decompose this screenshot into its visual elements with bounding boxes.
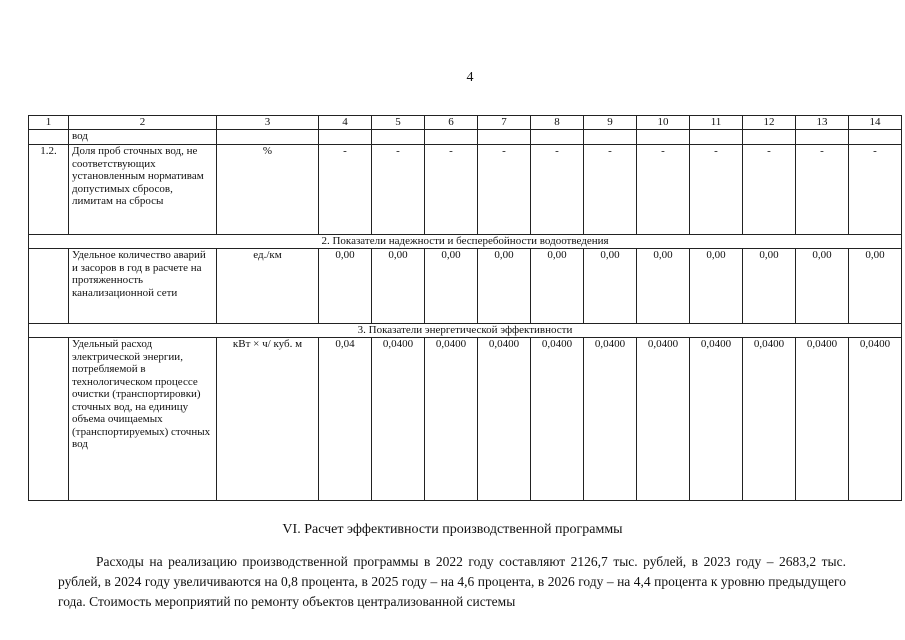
value-cell: - — [478, 145, 531, 235]
value-cell: 0,00 — [478, 249, 531, 324]
value-cell: 0,0400 — [425, 338, 478, 501]
column-header: 5 — [372, 116, 425, 130]
value-cell: 0,0400 — [478, 338, 531, 501]
column-header: 6 — [425, 116, 478, 130]
indicator-name: Удельный расход электрической энергии, потребляемой в технологическом процессе очистки (транспортировки) сточных вод, на единицу объема очищаемых (транспортируемых) сточных вод — [69, 338, 217, 501]
table-cell — [531, 130, 584, 145]
value-cell: - — [796, 145, 849, 235]
value-cell: 0,0400 — [584, 338, 637, 501]
value-cell: - — [637, 145, 690, 235]
value-cell: - — [690, 145, 743, 235]
table-row — [29, 145, 902, 235]
table-cell — [29, 130, 69, 145]
value-cell: - — [319, 145, 372, 235]
value-cell: 0,0400 — [531, 338, 584, 501]
table-cell — [478, 130, 531, 145]
table-cell — [637, 130, 690, 145]
table-cell — [796, 130, 849, 145]
column-header: 12 — [743, 116, 796, 130]
value-cell: - — [531, 145, 584, 235]
value-cell: 0,0400 — [743, 338, 796, 501]
table-header-row — [29, 116, 902, 130]
value-cell: 0,0400 — [796, 338, 849, 501]
value-cell: 0,00 — [743, 249, 796, 324]
column-header: 9 — [584, 116, 637, 130]
section-row-energy — [29, 324, 902, 338]
value-cell: - — [425, 145, 478, 235]
unit-cell: кВт × ч/ куб. м — [217, 338, 319, 501]
page-number: 4 — [466, 70, 474, 85]
column-header: 10 — [637, 116, 690, 130]
indicator-name: Доля проб сточных вод, не соответствующих установленным нормативам допустимых сбросов, лимитам на сбросы — [69, 145, 217, 235]
section-heading: 2. Показатели надежности и бесперебойности водоотведения — [29, 235, 902, 249]
indicator-name: Удельное количество аварий и засоров в год в расчете на протяженность канализационной сети — [69, 249, 217, 324]
value-cell: 0,00 — [796, 249, 849, 324]
row-number — [29, 338, 69, 501]
column-header: 1 — [29, 116, 69, 130]
table-cell — [217, 130, 319, 145]
column-header: 3 — [217, 116, 319, 130]
section-title: VI. Расчет эффективности производственной программы — [282, 522, 623, 537]
value-cell: 0,00 — [425, 249, 478, 324]
value-cell: 0,00 — [637, 249, 690, 324]
column-header: 13 — [796, 116, 849, 130]
column-header: 4 — [319, 116, 372, 130]
value-cell: 0,0400 — [372, 338, 425, 501]
row-number — [29, 249, 69, 324]
table-row — [29, 338, 902, 501]
value-cell: 0,00 — [372, 249, 425, 324]
column-header: 2 — [69, 116, 217, 130]
column-header: 14 — [849, 116, 902, 130]
value-cell: 0,00 — [531, 249, 584, 324]
table-row-continued — [29, 130, 902, 145]
body-paragraph: Расходы на реализацию производственной программы в 2022 году составляют 2126,7 тыс. рублей, в 2023 году – 2683,2 тыс. рублей, в 2024 году увеличиваются на 0,8 процента, в 2025 году – на 4,6 процента, в 2026 году – на 4,4 процента к уровню предыдущего года. Стоимость мероприятий по ремонту объектов централизованной системы — [58, 554, 846, 609]
column-header: 7 — [478, 116, 531, 130]
value-cell: 0,00 — [690, 249, 743, 324]
row-number: 1.2. — [29, 145, 69, 235]
section-row-reliability — [29, 235, 902, 249]
table-cell — [425, 130, 478, 145]
value-cell: 0,00 — [849, 249, 902, 324]
value-cell: - — [849, 145, 902, 235]
indicators-table — [28, 115, 902, 501]
value-cell: 0,04 — [319, 338, 372, 501]
table-cell — [849, 130, 902, 145]
column-header: 8 — [531, 116, 584, 130]
unit-cell: ед./км — [217, 249, 319, 324]
table-row — [29, 249, 902, 324]
section-heading: 3. Показатели энергетической эффективности — [29, 324, 902, 338]
table-cell — [319, 130, 372, 145]
value-cell: - — [743, 145, 796, 235]
table-cell — [372, 130, 425, 145]
table-cell: вод — [69, 130, 217, 145]
value-cell: 0,00 — [319, 249, 372, 324]
value-cell: - — [372, 145, 425, 235]
value-cell: 0,0400 — [637, 338, 690, 501]
unit-cell: % — [217, 145, 319, 235]
value-cell: - — [584, 145, 637, 235]
table-cell — [743, 130, 796, 145]
table-cell — [690, 130, 743, 145]
table-cell — [584, 130, 637, 145]
value-cell: 0,0400 — [849, 338, 902, 501]
value-cell: 0,00 — [584, 249, 637, 324]
value-cell: 0,0400 — [690, 338, 743, 501]
column-header: 11 — [690, 116, 743, 130]
